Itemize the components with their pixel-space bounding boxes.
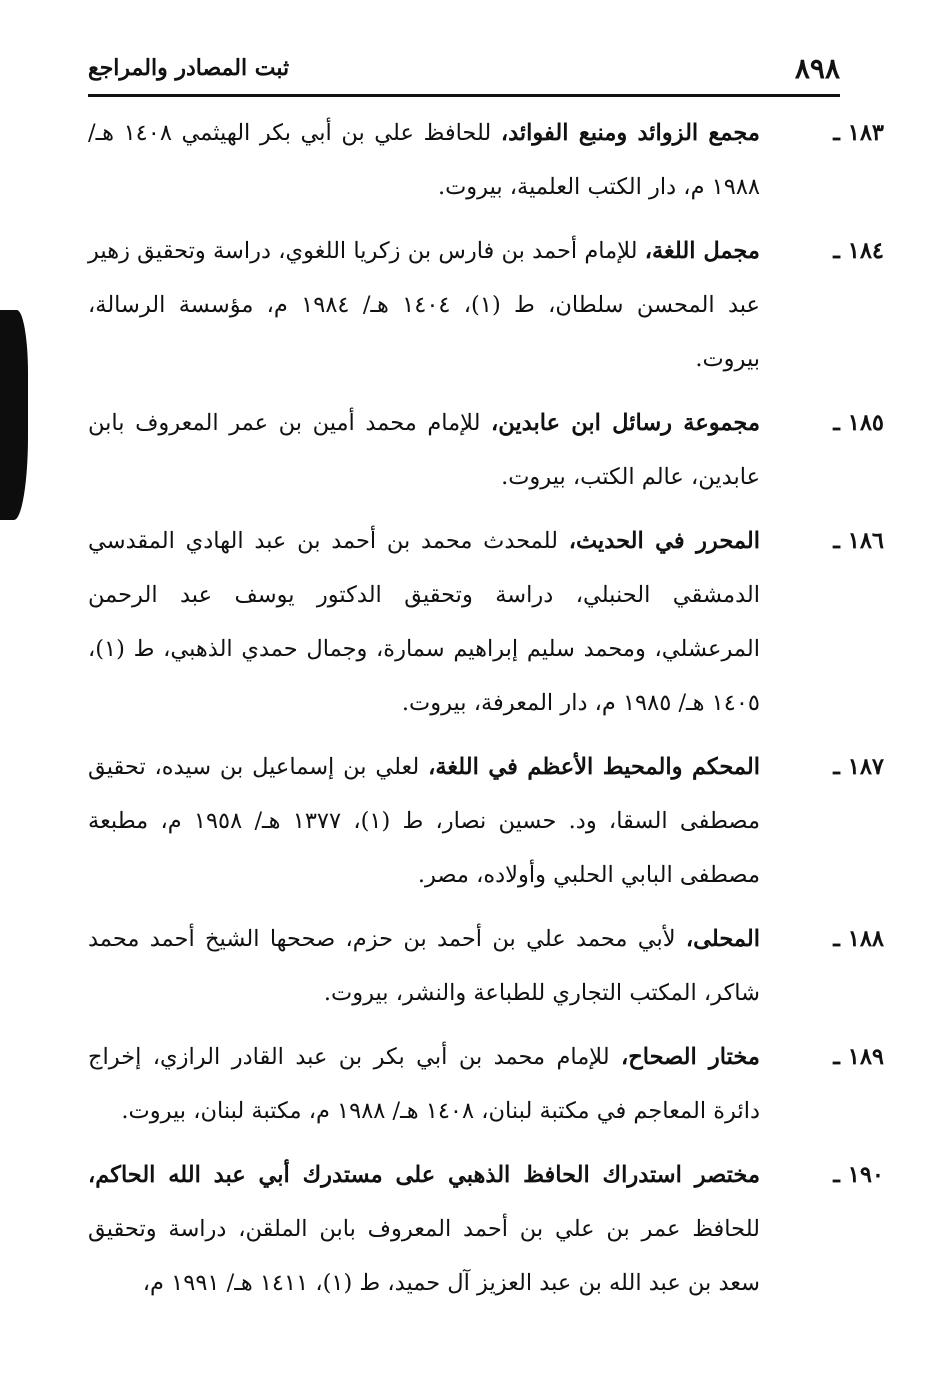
entry-title: مختصر استدراك الحافظ الذهبي على مستدرك أبي عبد الله الحاكم، <box>88 1162 760 1188</box>
entry-text: للحافظ عمر بن علي بن أحمد المعروف بابن الملقن، دراسة وتحقيق سعد بن عبد الله بن عبد العزيز آل حميد، ط (١)، ١٤١١ هـ/ ١٩٩١ م، <box>88 1216 760 1296</box>
entry-number: ١٨٣ ـ <box>833 120 884 146</box>
entry-number: ١٨٦ ـ <box>833 528 884 554</box>
entry-number: ١٨٨ ـ <box>833 926 884 952</box>
entry-title: المحرر في الحديث، <box>568 528 760 554</box>
entry-title: مجموعة رسائل ابن عابدين، <box>491 410 760 436</box>
entry-text: للإمام محمد أمين بن عمر المعروف بابن عابدين، عالم الكتب، بيروت. <box>88 410 760 490</box>
entry-text: للإمام أحمد بن فارس بن زكريا اللغوي، دراسة وتحقيق زهير عبد المحسن سلطان، ط (١)، ١٤٠٤ هـ/ ١٩٨٤ م، مؤسسة الرسالة، بيروت. <box>88 238 760 372</box>
entry-number: ١٨٥ ـ <box>833 410 884 436</box>
header-rule <box>88 94 840 97</box>
entry-number: ١٨٩ ـ <box>833 1044 884 1070</box>
bibliography-list <box>88 106 884 1320</box>
entry-number: ١٨٤ ـ <box>833 238 884 264</box>
entry-title: مجمل اللغة، <box>644 238 760 264</box>
scan-edge-shadow <box>0 310 28 520</box>
entry-number: ١٨٧ ـ <box>833 754 884 780</box>
entry-text: لعلي بن إسماعيل بن سيده، تحقيق مصطفى السقا، ود. حسين نصار، ط (١)، ١٣٧٧ هـ/ ١٩٥٨ م، مطبعة مصطفى البابي الحلبي وأولاده، مصر. <box>88 754 760 888</box>
bibliography-entry <box>88 396 884 504</box>
entry-text: للحافظ علي بن أبي بكر الهيثمي ١٤٠٨ هـ/ ١٩٨٨ م، دار الكتب العلمية، بيروت. <box>88 120 760 200</box>
bibliography-entry <box>88 912 884 1020</box>
bibliography-entry <box>88 514 884 730</box>
entry-title: مجمع الزوائد ومنبع الفوائد، <box>500 120 760 146</box>
entry-text: للمحدث محمد بن أحمد بن عبد الهادي المقدسي الدمشقي الحنبلي، دراسة وتحقيق الدكتور يوسف عبد الرحمن المرعشلي، ومحمد سليم إبراهيم سمارة، وجمال حمدي الذهبي، ط (١)، ١٤٠٥ هـ/ ١٩٨٥ م، دار المعرفة، بيروت. <box>88 528 760 716</box>
bibliography-entry <box>88 224 884 386</box>
page-header <box>88 48 840 88</box>
entry-text: للإمام محمد بن أبي بكر بن عبد القادر الرازي، إخراج دائرة المعاجم في مكتبة لبنان، ١٤٠٨ هـ/ ١٩٨٨ م، مكتبة لبنان، بيروت. <box>88 1044 760 1124</box>
bibliography-entry <box>88 1030 884 1138</box>
bibliography-entry <box>88 1148 884 1310</box>
entry-title: مختار الصحاح، <box>621 1044 760 1070</box>
bibliography-entry <box>88 106 884 214</box>
running-title: ثبت المصادر والمراجع <box>88 55 290 81</box>
page-number: ٨٩٨ <box>794 51 840 85</box>
entry-text: لأبي محمد علي بن أحمد بن حزم، صححها الشيخ أحمد محمد شاكر، المكتب التجاري للطباعة والنشر، بيروت. <box>88 926 760 1006</box>
entry-title: المحكم والمحيط الأعظم في اللغة، <box>428 754 760 780</box>
entry-number: ١٩٠ ـ <box>833 1162 884 1188</box>
entry-title: المحلى، <box>685 926 760 952</box>
bibliography-entry <box>88 740 884 902</box>
